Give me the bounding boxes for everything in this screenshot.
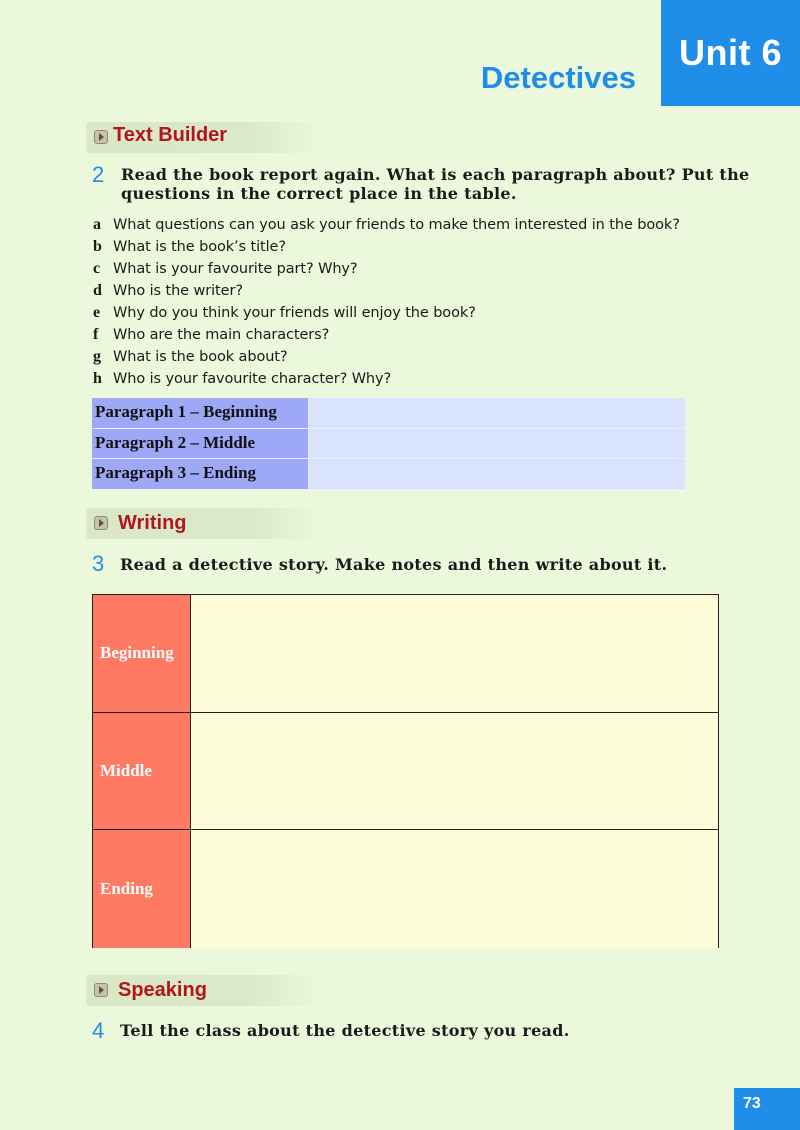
writing-row-label: Beginning xyxy=(93,595,191,712)
question-letter: c xyxy=(93,260,101,277)
question-letter: a xyxy=(93,216,101,233)
section-title: Text Builder xyxy=(113,124,228,146)
list-item xyxy=(93,302,753,324)
question-text: Who is your favourite character? Why? xyxy=(113,371,392,387)
question-text: Who is the writer? xyxy=(113,283,243,299)
question-letter: b xyxy=(93,238,102,255)
task-number-2: 2 xyxy=(92,162,105,187)
section-header-text-builder xyxy=(86,122,324,153)
play-bullet-icon xyxy=(94,983,108,997)
play-bullet-icon xyxy=(94,130,108,144)
question-text: What questions can you ask your friends to make them interested in the book? xyxy=(113,217,680,233)
task-instruction-line-2: questions in the correct place in the table. xyxy=(121,184,517,203)
list-item xyxy=(93,368,753,390)
paragraph-answer-cell[interactable] xyxy=(309,459,685,489)
paragraph-label: Paragraph 1 – Beginning xyxy=(92,398,309,428)
question-text: What is your favourite part? Why? xyxy=(113,261,358,277)
task-number-3: 3 xyxy=(92,551,105,576)
list-item xyxy=(93,258,753,280)
question-letter: h xyxy=(93,370,102,387)
question-letter: d xyxy=(93,282,102,299)
writing-notes-table xyxy=(92,594,719,948)
section-title: Speaking xyxy=(118,979,207,1001)
task-instruction: Read a detective story. Make notes and then write about it. xyxy=(120,555,668,574)
unit-title: Detectives xyxy=(480,60,636,95)
question-text: What is the book about? xyxy=(113,349,288,365)
section-title: Writing xyxy=(118,512,187,534)
list-item xyxy=(93,324,753,346)
task-instruction-line-1: Read the book report again. What is each paragraph about? Put the xyxy=(121,165,750,184)
page-number: 73 xyxy=(734,1088,800,1130)
task-number-4: 4 xyxy=(92,1018,105,1043)
table-row xyxy=(92,429,685,460)
paragraph-table xyxy=(92,398,685,490)
writing-notes-cell[interactable] xyxy=(191,830,718,948)
question-text: What is the book’s title? xyxy=(113,239,286,255)
question-text: Who are the main characters? xyxy=(113,327,330,343)
paragraph-label: Paragraph 2 – Middle xyxy=(92,429,309,459)
list-item xyxy=(93,214,753,236)
section-header-speaking xyxy=(86,975,324,1006)
paragraph-answer-cell[interactable] xyxy=(309,398,685,428)
writing-notes-cell[interactable] xyxy=(191,713,718,830)
list-item xyxy=(93,236,753,258)
table-row xyxy=(92,398,685,429)
task-instruction: Tell the class about the detective story you read. xyxy=(120,1021,570,1040)
question-letter: e xyxy=(93,304,101,321)
table-row xyxy=(93,713,718,831)
list-item xyxy=(93,346,753,368)
table-row xyxy=(93,830,718,948)
writing-notes-cell[interactable] xyxy=(191,595,718,712)
play-bullet-icon xyxy=(94,516,108,530)
paragraph-label: Paragraph 3 – Ending xyxy=(92,459,309,489)
list-item xyxy=(93,280,753,302)
writing-row-label: Ending xyxy=(93,830,191,948)
question-letter: g xyxy=(93,348,101,365)
paragraph-answer-cell[interactable] xyxy=(309,429,685,459)
table-row xyxy=(92,459,685,490)
writing-row-label: Middle xyxy=(93,713,191,830)
question-list xyxy=(93,214,753,390)
section-header-writing xyxy=(86,508,324,539)
question-letter: f xyxy=(93,326,99,343)
table-row xyxy=(93,595,718,713)
unit-badge: Unit 6 xyxy=(661,0,800,106)
question-text: Why do you think your friends will enjoy the book? xyxy=(113,305,476,321)
